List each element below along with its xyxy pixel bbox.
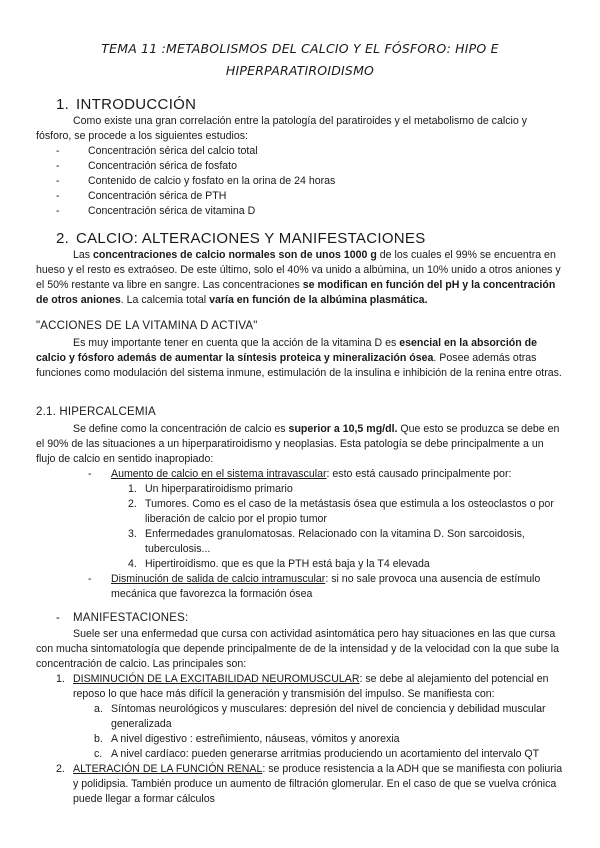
manifestaciones-list [56,672,563,702]
neuromuscular-sublist [94,702,561,762]
section-heading-introduccion [56,96,196,113]
intro-paragraph: Como existe una gran correlación entre la patología del paratiroides y el metabolismo de calcio y fósforo, se procede a los siguientes estudios: [36,115,528,142]
list-item: 1. DISMINUCIÓN DE LA EXCITABILIDAD NEUROMUSCULAR: se debe al alejamiento del potencial en reposo lo que hace más difícil la generación y transmisión del impulso. Se manifiesta con: [56,673,549,700]
list-item: - Concentración sérica de vitamina D [56,205,256,217]
manifestaciones-heading: - MANIFESTACIONES: [56,612,189,624]
section-heading-calcio [56,230,426,247]
causes-list [128,482,563,572]
vitamin-d-paragraph: Es muy importante tener en cuenta que la acción de la vitamina D es esencial en la absorción de calcio y fósforo además de aumentar la síntesis proteica y mineralización ósea. Posee además otras funciones como modulación del sistema inmune, estimulación de la insulina e inhibición de la renina entre otras. [36,337,562,379]
list-item: - Contenido de calcio y fosfato en la orina de 24 horas [56,175,336,187]
title-line-2: HIPERPARATIROIDISMO [225,63,375,78]
list-item: c. A nivel cardíaco: pueden generarse arritmias produciendo un acortamiento del intervalo QT [94,748,540,760]
section-title: INTRODUCCIÓN [76,96,197,113]
list-item: - Concentración sérica de PTH [56,190,227,202]
calcium-paragraph: Las concentraciones de calcio normales son de unos 1000 g de los cuales el 99% se encuentra en hueso y el resto es extraóseo. De este último, solo el 40% va unido a albúmina, un 10% unido a otros aniones y el 50% restante va libre en sangre. Las concentraciones se modifican en función del pH y la concentración de otros aniones. La calcemia total varía en función de la albúmina plasmática. [36,249,561,306]
manifestaciones-list-2 [56,762,563,807]
title-line-1: TEMA 11 :METABOLISMOS DEL CALCIO Y EL FÓSFORO: HIPO E [101,41,499,56]
list-item: 4. Hipertiroidismo. que es que la PTH está baja y la T4 elevada [128,558,430,570]
list-item: a. Síntomas neurológicos y musculares: depresión del nivel de conciencia y debilidad muscular generalizada [94,703,546,730]
section-number: 2. [56,230,70,247]
vitamin-d-heading: "ACCIONES DE LA VITAMINA D ACTIVA" [36,320,258,332]
hipercalcemia-paragraph: Se define como la concentración de calcio es superior a 10,5 mg/dl. Que esto se produzca se debe en el 90% de las situaciones a un hiperparatiroidismo y neoplasias. Esta patología se debe principalmente a un flujo de calcio en sentido inapropiado: [36,423,560,465]
cause-intravascular: - Aumento de calcio en el sistema intravascular: esto está causado principalmente por: [88,468,512,480]
list-item: b. A nivel digestivo : estreñimiento, náuseas, vómitos y anorexia [94,733,400,745]
list-item: 2. Tumores. Como es el caso de la metástasis ósea que estimula a los osteoclastos o por liberación de calcio por el propio tumor [128,498,554,525]
list-item: - Concentración sérica del calcio total [56,145,258,157]
list-item: - Concentración sérica de fosfato [56,160,237,172]
section-number: 1. [56,96,70,113]
section-title: CALCIO: ALTERACIONES Y MANIFESTACIONES [76,230,426,247]
study-list [56,144,335,219]
list-item: 2. ALTERACIÓN DE LA FUNCIÓN RENAL: se produce resistencia a la ADH que se manifiesta con poliuria y polidipsia. También produce un aumento de filtración glomerular. En el caso de que se vuelva crónica puede llegar a formar cálculos [56,763,563,805]
hipercalcemia-heading: 2.1. HIPERCALCEMIA [36,406,156,418]
cause-intramuscular: - Disminución de salida de calcio intramuscular: si no sale provoca una ausencia de estímulo mecánica que favorezca la formación ósea [88,573,541,600]
list-item: 3. Enfermedades granulomatosas. Relacionado con la vitamina D. Son sarcoidosis, tuberculosis... [128,528,525,555]
list-item: 1. Un hiperparatiroidismo primario [128,483,293,495]
document-title [40,38,560,82]
manifestaciones-paragraph: Suele ser una enfermedad que cursa con actividad asintomática pero hay situaciones en las que cursa con mucha sintomatología que depende principalmente de de la intensidad y de la velocidad con la que sube la concentración de calcio. Las principales son: [36,628,559,670]
